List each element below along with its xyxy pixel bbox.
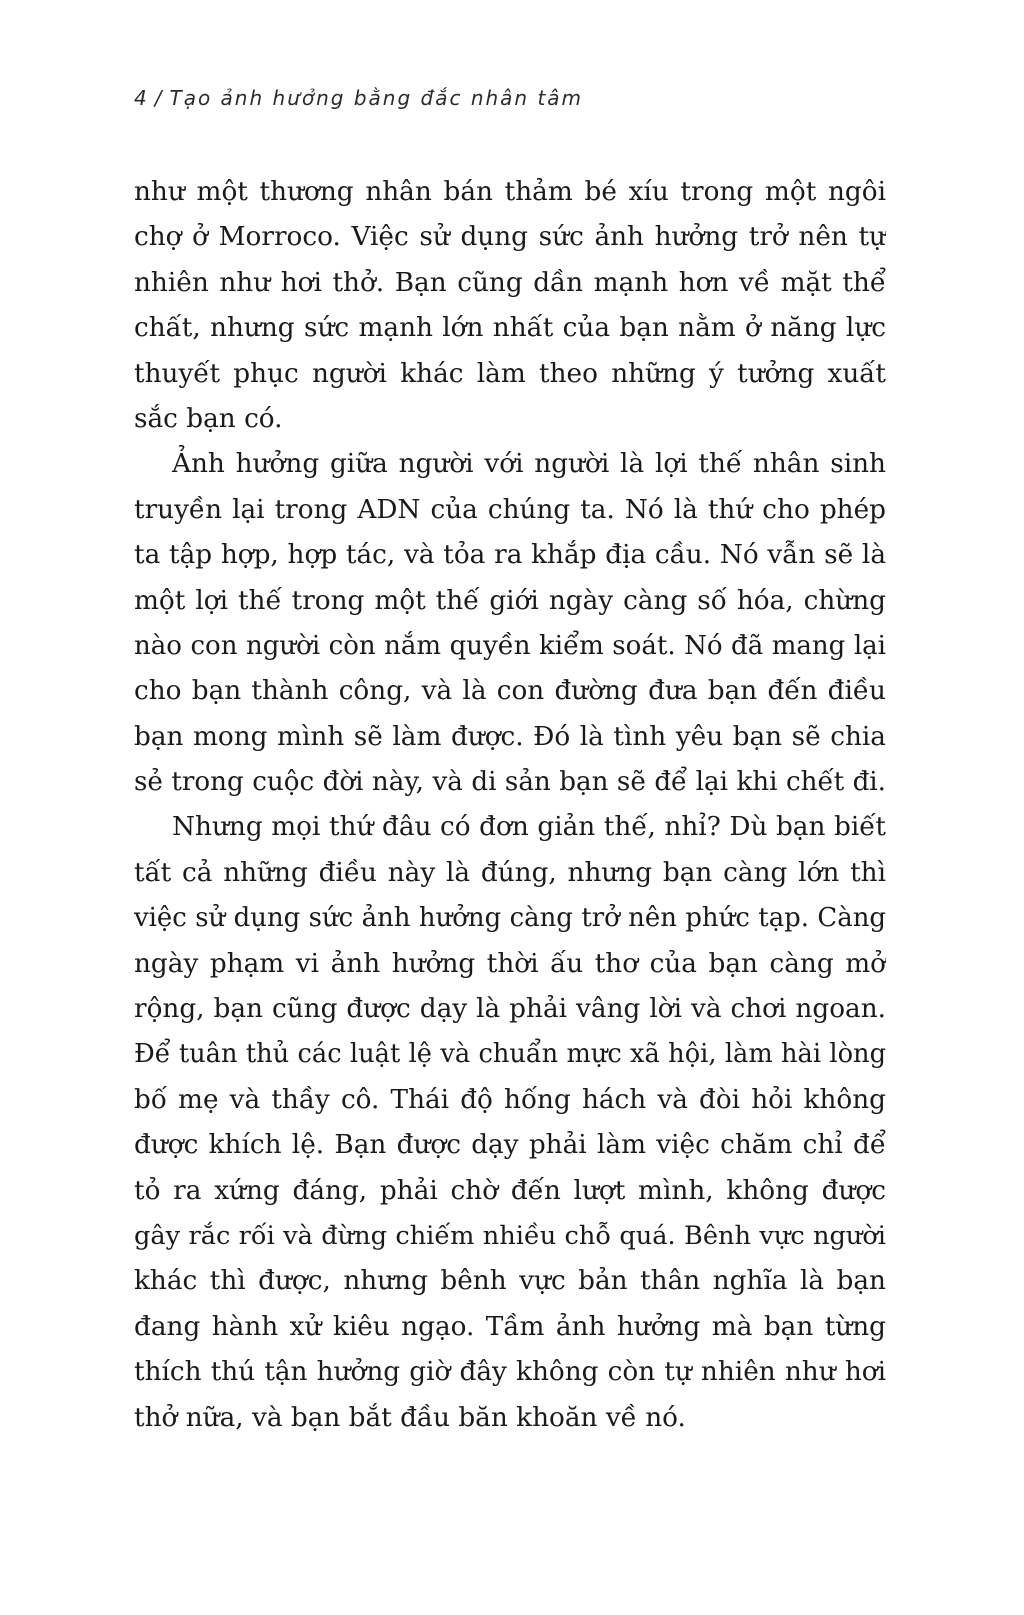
paragraph-1 xyxy=(134,170,886,442)
text-line: nhiên như hơi thở. Bạn cũng dần mạnh hơn về mặt thể xyxy=(134,267,886,298)
text-line: rộng, bạn cũng được dạy là phải vâng lời và chơi ngoan. xyxy=(134,994,886,1025)
text-line: khác thì được, nhưng bênh vực bản thân nghĩa là bạn xyxy=(134,1266,886,1297)
text-line: Để tuân thủ các luật lệ và chuẩn mực xã hội, làm hài lòng xyxy=(134,1039,886,1070)
paragraph-2 xyxy=(134,442,886,805)
text-line: sắc bạn có. xyxy=(134,403,283,434)
text-line: tỏ ra xứng đáng, phải chờ đến lượt mình, không được xyxy=(134,1175,886,1206)
page-number: 4 xyxy=(134,86,149,110)
text-line: ngày phạm vi ảnh hưởng thời ấu thơ của bạn càng mở xyxy=(134,948,886,979)
book-title: Tạo ảnh hưởng bằng đắc nhân tâm xyxy=(169,86,584,110)
paragraph-3 xyxy=(134,805,886,1440)
text-line: sẻ trong cuộc đời này, và di sản bạn sẽ để lại khi chết đi. xyxy=(134,767,886,798)
text-line: Ảnh hưởng giữa người với người là lợi thế nhân sinh xyxy=(172,449,886,480)
text-line: một lợi thế trong một thế giới ngày càng số hóa, chừng xyxy=(134,585,886,616)
header-separator: / xyxy=(154,86,164,110)
running-header xyxy=(134,86,583,110)
text-line: đang hành xử kiêu ngạo. Tầm ảnh hưởng mà bạn từng xyxy=(134,1311,886,1342)
text-line: cho bạn thành công, và là con đường đưa bạn đến điều xyxy=(134,676,886,707)
text-line: nào con người còn nắm quyền kiểm soát. Nó đã mang lại xyxy=(134,630,886,661)
text-line: truyền lại trong ADN của chúng ta. Nó là thứ cho phép xyxy=(134,494,886,525)
body-text xyxy=(134,170,886,1441)
text-line: chợ ở Morroco. Việc sử dụng sức ảnh hưởng trở nên tự xyxy=(134,222,886,253)
text-line: tất cả những điều này là đúng, nhưng bạn càng lớn thì xyxy=(134,857,886,888)
text-line: Nhưng mọi thứ đâu có đơn giản thế, nhỉ? Dù bạn biết xyxy=(172,812,886,843)
text-line: gây rắc rối và đừng chiếm nhiều chỗ quá. Bênh vực người xyxy=(134,1220,886,1251)
text-line: chất, nhưng sức mạnh lớn nhất của bạn nằm ở năng lực xyxy=(134,313,886,344)
text-line: được khích lệ. Bạn được dạy phải làm việc chăm chỉ để xyxy=(134,1130,886,1161)
text-line: bố mẹ và thầy cô. Thái độ hống hách và đòi hỏi không xyxy=(134,1084,886,1115)
text-line: thở nữa, và bạn bắt đầu băn khoăn về nó. xyxy=(134,1402,686,1433)
text-line: bạn mong mình sẽ làm được. Đó là tình yêu bạn sẽ chia xyxy=(134,721,886,752)
text-line: thích thú tận hưởng giờ đây không còn tự nhiên như hơi xyxy=(134,1357,886,1388)
text-line: thuyết phục người khác làm theo những ý tưởng xuất xyxy=(134,358,886,389)
text-line: ta tập hợp, hợp tác, và tỏa ra khắp địa cầu. Nó vẫn sẽ là xyxy=(134,540,886,571)
text-line: như một thương nhân bán thảm bé xíu trong một ngôi xyxy=(134,177,886,207)
text-line: việc sử dụng sức ảnh hưởng càng trở nên phức tạp. Càng xyxy=(134,903,886,934)
